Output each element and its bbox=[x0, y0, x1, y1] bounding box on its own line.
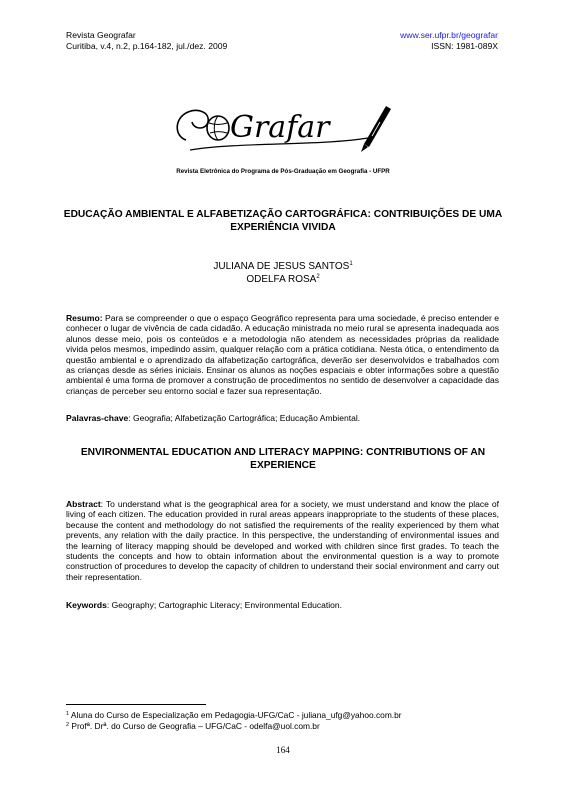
abstract-label: Abstract bbox=[66, 499, 101, 509]
resumo-label: Resumo: bbox=[66, 313, 103, 323]
author-1-name: JULIANA DE JESUS SANTOS bbox=[213, 261, 350, 272]
footnote-2 bbox=[66, 721, 320, 731]
abstract-paragraph bbox=[66, 499, 499, 582]
footnote-1-mark: 1 bbox=[66, 711, 70, 717]
page-number: 164 bbox=[276, 745, 290, 755]
author-1-mark: 1 bbox=[349, 261, 353, 267]
abstract-text: : To understand what is the geographical area for a society, we must understand and know the place of living of each citizen. The education provided in rural areas appears inappropriate to the students of these places, because the content and methodology do not satisfied the requirements of the reality experienced by them what prevents, any relation with the daily practice. In this perspective, the understanding of environmental issues and the learning of literacy mapping should be developed and worked with children since first grades. To teach the students the concepts and how to obtain information about the environmental question is a way to promote construction of procedures to develop the capacity of children to understand their social environment and carry out their representation. bbox=[66, 499, 499, 582]
footnote-1-text: Aluna do Curso de Especialização em Pedagogia-UFG/CaC - juliana_ufg@yahoo.com.br bbox=[69, 710, 402, 720]
palavras-chave-label: Palavras-chave bbox=[66, 413, 129, 423]
author-2-name: ODELFA ROSA bbox=[246, 273, 317, 285]
journal-citation: Curitiba, v.4, n.2, p.164-182, jul./dez. 2009 bbox=[66, 41, 228, 51]
article-title-en: ENVIRONMENTAL EDUCATION AND LITERACY MAPPING: CONTRIBUTIONS OF AN EXPERIENCE bbox=[80, 447, 486, 471]
journal-issn: ISSN: 1981-089X bbox=[431, 41, 498, 51]
author-list bbox=[0, 261, 566, 286]
palavras-chave-text: : Geografia; Alfabetização Cartográfica; Educação Ambiental. bbox=[128, 413, 361, 423]
footnote-2-mark: 2 bbox=[66, 722, 70, 728]
footnote-2-text: Profª. Drª. do Curso de Geografia – UFG/CaC - odelfa@uol.com.br bbox=[69, 721, 320, 731]
keywords-line bbox=[66, 600, 499, 610]
globe-icon bbox=[207, 116, 229, 140]
journal-header-left bbox=[66, 30, 227, 52]
footnote-divider bbox=[66, 704, 206, 705]
logo-wordmark: Grafar bbox=[230, 110, 330, 145]
journal-header-right bbox=[400, 30, 498, 52]
journal-name: Revista Geografar bbox=[66, 30, 136, 40]
keywords-label: Keywords bbox=[66, 600, 107, 610]
geografar-logo bbox=[168, 92, 398, 162]
footnote-1 bbox=[66, 710, 402, 720]
logo-swirl bbox=[177, 110, 208, 140]
pen-icon bbox=[361, 106, 391, 152]
resumo-text: Para se compreender o que o espaço Geográfico representa para uma sociedade, é preciso entender e conhecer o lugar de vivência de cada cidadão. A educação ministrada no meio rural se apresenta inadequada aos alunos desse meio, pois os conteúdos e a metodologia não atendem as necessidades próprias da realidade vivida pelos mesmos, impedindo assim, qualquer relação com a prática cotidiana. Nesta ótica, o entendimento da questão ambiental e o aprendizado da alfabetização cartográfica, deverão ser desenvolvidos e trabalhados com as crianças desde as séries iniciais. Ensinar os alunos as noções espaciais e obter informações sobre a questão ambiental é uma forma de promover a construção de procedimentos no sentido de desenvolver a capacidade das crianças de perceber seu entorno social e fazer sua representação. bbox=[66, 313, 499, 396]
author-1 bbox=[0, 261, 566, 274]
palavras-chave-line bbox=[66, 413, 499, 423]
resumo-paragraph bbox=[66, 313, 499, 396]
author-2 bbox=[0, 274, 566, 287]
logo-subtitle: Revista Eletrônica do Programa de Pós-Graduação em Geografia - UFPR bbox=[176, 168, 390, 175]
author-2-mark: 2 bbox=[316, 273, 320, 280]
keywords-text: : Geography; Cartographic Literacy; Environmental Education. bbox=[106, 600, 343, 610]
article-title-pt: EDUCAÇÃO AMBIENTAL E ALFABETIZAÇÃO CARTOGRÁFICA: CONTRIBUIÇÕES DE UMA EXPERIÊNCIA VIVIDA bbox=[63, 209, 503, 233]
journal-url-link[interactable]: www.ser.ufpr.br/geografar bbox=[400, 30, 498, 40]
